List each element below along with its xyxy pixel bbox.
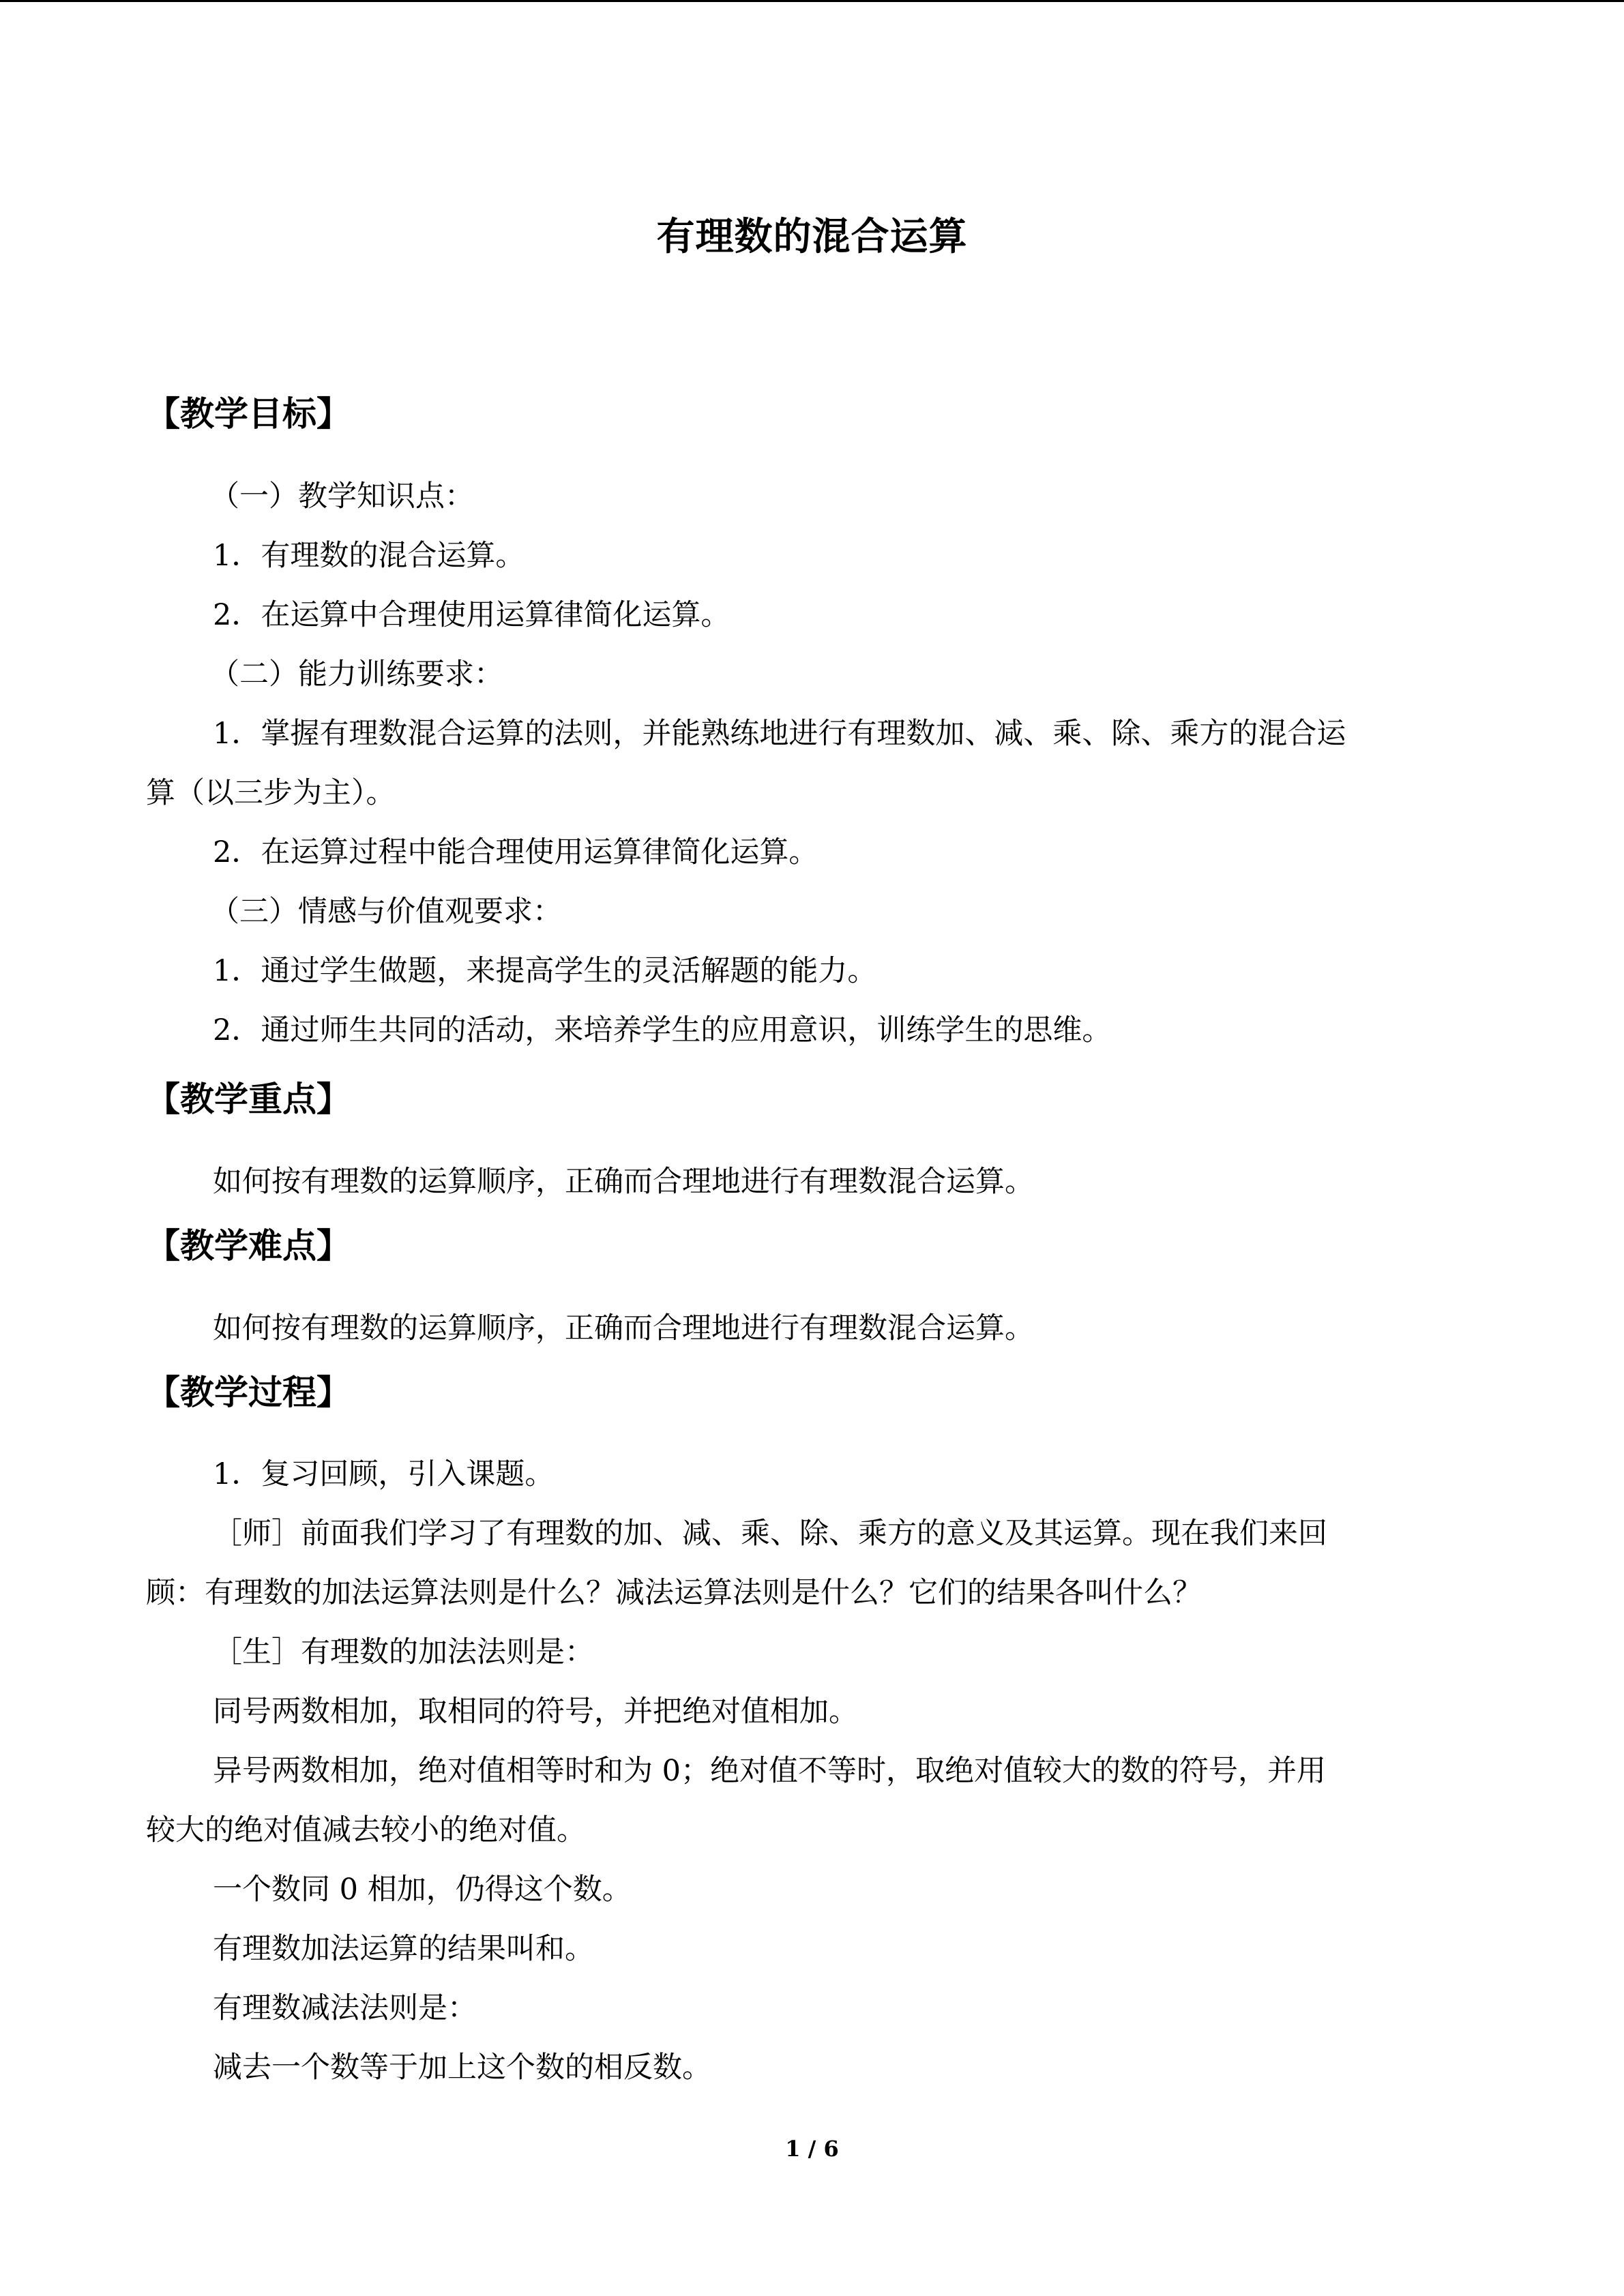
paragraph-line: 一个数同 0 相加，仍得这个数。 xyxy=(213,1873,632,1907)
section-heading-process: 【教学过程】 xyxy=(146,1373,351,1412)
paragraph-line: 2．通过师生共同的活动，来培养学生的应用意识，训练学生的思维。 xyxy=(213,1013,1112,1047)
paragraph-line: （三）情感与价值观要求： xyxy=(210,895,562,929)
paragraph-line: 有理数加法运算的结果叫和。 xyxy=(213,1932,594,1966)
paragraph-line: 算（以三步为主）。 xyxy=(146,776,396,810)
section-heading-difficulties: 【教学难点】 xyxy=(146,1226,351,1266)
paragraph-line: ［师］前面我们学习了有理数的加、减、乘、除、乘方的意义及其运算。现在我们来回 xyxy=(213,1517,1327,1551)
paragraph-line: 1．有理数的混合运算。 xyxy=(213,539,525,573)
paragraph-line: 异号两数相加，绝对值相等时和为 0；绝对值不等时，取绝对值较大的数的符号，并用 xyxy=(213,1754,1327,1788)
paragraph-line: 1．掌握有理数混合运算的法则，并能熟练地进行有理数加、减、乘、除、乘方的混合运 xyxy=(213,717,1346,751)
paragraph-line: （二）能力训练要求： xyxy=(210,657,503,691)
paragraph-line: 2．在运算中合理使用运算律简化运算。 xyxy=(213,598,730,632)
section-heading-objectives: 【教学目标】 xyxy=(146,394,351,434)
paragraph-line: 同号两数相加，取相同的符号，并把绝对值相加。 xyxy=(213,1695,858,1729)
paragraph-line: 如何按有理数的运算顺序，正确而合理地进行有理数混合运算。 xyxy=(213,1165,1034,1199)
paragraph-line: ［生］有理数的加法法则是： xyxy=(213,1635,594,1669)
paragraph-line: 2．在运算过程中能合理使用运算律简化运算。 xyxy=(213,835,818,869)
paragraph-line: （一）教学知识点： xyxy=(210,479,474,513)
paragraph-line: 有理数减法法则是： xyxy=(213,1991,477,2025)
section-heading-key-points: 【教学重点】 xyxy=(146,1079,351,1119)
paragraph-line: 顾：有理数的加法运算法则是什么？减法运算法则是什么？它们的结果各叫什么？ xyxy=(146,1576,1202,1610)
paragraph-line: 减去一个数等于加上这个数的相反数。 xyxy=(213,2051,711,2085)
paragraph-line: 1．通过学生做题，来提高学生的灵活解题的能力。 xyxy=(213,954,877,988)
document-title: 有理数的混合运算 xyxy=(656,215,968,259)
page-number: 1 / 6 xyxy=(785,2136,839,2162)
paragraph-line: 较大的绝对值减去较小的绝对值。 xyxy=(146,1813,586,1847)
paragraph-line: 1．复习回顾，引入课题。 xyxy=(213,1457,555,1491)
paragraph-line: 如何按有理数的运算顺序，正确而合理地进行有理数混合运算。 xyxy=(213,1311,1034,1345)
